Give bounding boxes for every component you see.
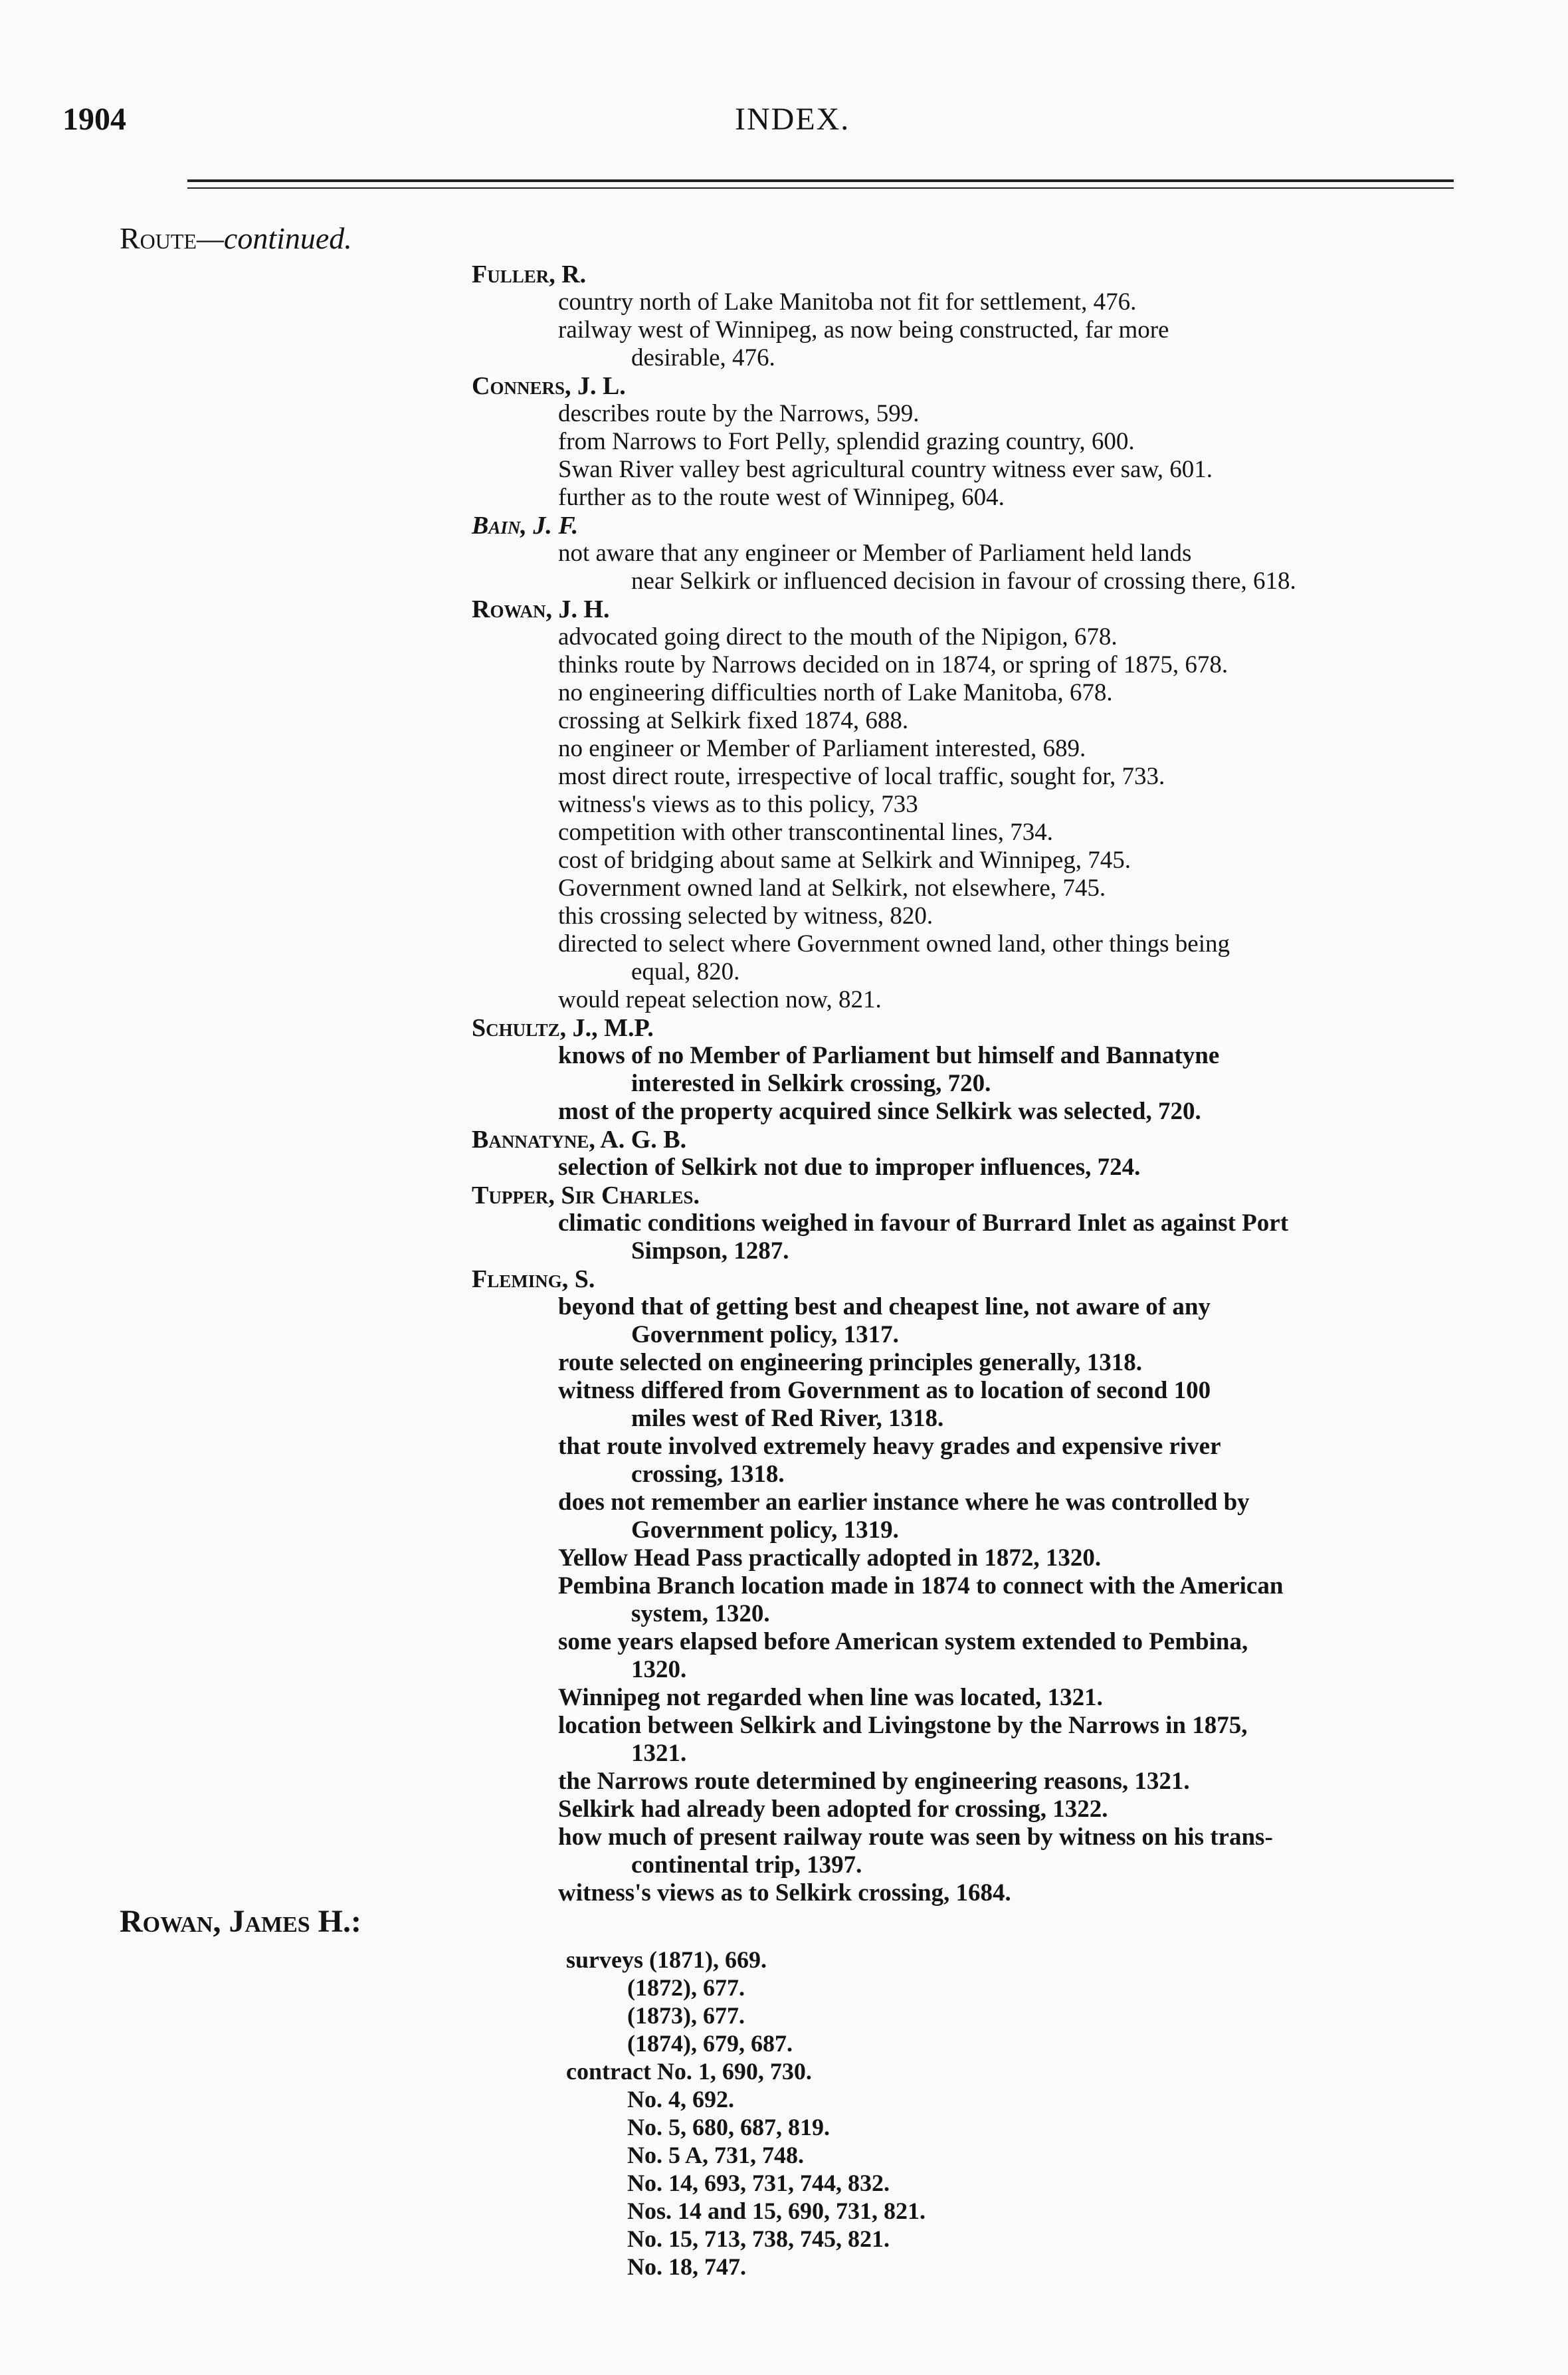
entry-name: Fuller, R. — [472, 260, 587, 288]
rowan-line: No. 14, 693, 731, 744, 832. — [627, 2170, 890, 2196]
subitem-continuation: system, 1320. — [631, 1600, 770, 1627]
subitem-line: cost of bridging about same at Selkirk and Winnipeg, 745. — [558, 847, 1131, 874]
entry-subitem — [472, 1293, 1468, 1349]
entry-subitem — [472, 1879, 1468, 1907]
entry-subitem — [472, 1712, 1468, 1768]
subitem-line: country north of Lake Manitoba not fit for settlement, 476. — [558, 288, 1137, 316]
subitem-continuation: 1321. — [631, 1740, 687, 1767]
index-entries — [472, 260, 1468, 1907]
subitem-continuation: miles west of Red River, 1318. — [631, 1405, 944, 1432]
entry-name: Tupper, Sir Charles. — [472, 1182, 700, 1209]
entry-subitem — [472, 902, 1468, 930]
rowan-line: No. 4, 692. — [627, 2086, 734, 2113]
subitem-line: Pembina Branch location made in 1874 to connect with the American — [558, 1572, 1284, 1600]
subitem-line: does not remember an earlier instance where he was controlled by — [558, 1489, 1250, 1516]
entry-subitem — [472, 540, 1468, 595]
subitem-line: from Narrows to Fort Pelly, splendid grazing country, 600. — [558, 428, 1135, 455]
subitem-line: Selkirk had already been adopted for crossing, 1322. — [558, 1796, 1108, 1823]
rowan-line: surveys (1871), 669. — [566, 1946, 767, 1973]
entry-subitem — [472, 1489, 1468, 1544]
entry-subitem — [472, 986, 1468, 1014]
entry-subitem — [472, 1768, 1468, 1796]
subitem-line: witness's views as to this policy, 733 — [558, 791, 918, 818]
subitem-continuation: Government policy, 1317. — [631, 1321, 899, 1348]
entry-name: Bain, J. F. — [472, 512, 579, 540]
subitem-line: selection of Selkirk not due to improper influences, 724. — [558, 1154, 1141, 1181]
subitem-continuation: continental trip, 1397. — [631, 1851, 862, 1879]
subitem-line: no engineering difficulties north of Lake Manitoba, 678. — [558, 679, 1113, 706]
rowan-line: (1874), 679, 687. — [627, 2030, 793, 2057]
entry-subitem — [472, 707, 1468, 735]
entry-subitem — [472, 763, 1468, 791]
entry-subitem — [472, 623, 1468, 651]
rowan-entries — [566, 1946, 1363, 2281]
entry-subitem — [472, 735, 1468, 763]
entry-name: Fleming, S. — [472, 1265, 595, 1293]
entry-subitem — [472, 1377, 1468, 1433]
header-rule-thick — [187, 179, 1454, 182]
entry-subitem — [472, 1098, 1468, 1126]
subitem-line: route selected on engineering principles generally, 1318. — [558, 1349, 1143, 1376]
rowan-heading: Rowan, James H.: — [120, 1904, 362, 1939]
subitem-continuation: equal, 820. — [631, 958, 740, 985]
entry-subitem — [472, 1572, 1468, 1628]
entry-name: Conners, J. L. — [472, 372, 626, 400]
subitem-line: some years elapsed before American system extended to Pembina, — [558, 1628, 1248, 1655]
entry-subitem — [472, 791, 1468, 819]
subitem-line: knows of no Member of Parliament but himself and Bannatyne — [558, 1042, 1220, 1069]
entry-name: Schultz, J., M.P. — [472, 1014, 654, 1042]
entry-subitem — [472, 428, 1468, 456]
subitem-continuation: crossing, 1318. — [631, 1461, 785, 1488]
subitem-line: crossing at Selkirk fixed 1874, 688. — [558, 707, 909, 734]
section-heading-continued: —continued. — [197, 221, 352, 255]
rowan-line: No. 5, 680, 687, 819. — [627, 2114, 830, 2140]
entry-subitem — [472, 1154, 1468, 1182]
entry-subitem — [472, 456, 1468, 484]
entry-subitem — [472, 1349, 1468, 1377]
page-number: 1904 — [62, 102, 126, 137]
rowan-line: No. 15, 713, 738, 745, 821. — [627, 2225, 890, 2252]
rowan-line: No. 5 A, 731, 748. — [627, 2142, 805, 2168]
entry-subitem — [472, 1544, 1468, 1572]
entry-subitem — [472, 400, 1468, 428]
entry-subitem — [472, 847, 1468, 875]
subitem-line: railway west of Winnipeg, as now being constructed, far more — [558, 316, 1169, 344]
subitem-line: would repeat selection now, 821. — [558, 986, 882, 1013]
subitem-line: thinks route by Narrows decided on in 1874, or spring of 1875, 678. — [558, 651, 1228, 678]
subitem-line: advocated going direct to the mouth of the Nipigon, 678. — [558, 623, 1118, 651]
subitem-continuation: interested in Selkirk crossing, 720. — [631, 1070, 991, 1097]
section-heading-main: Route — [120, 221, 197, 255]
rowan-line: Nos. 14 and 15, 690, 731, 821. — [627, 2198, 926, 2224]
rowan-line: contract No. 1, 690, 730. — [566, 2058, 812, 2085]
subitem-line: no engineer or Member of Parliament interested, 689. — [558, 735, 1086, 762]
subitem-line: that route involved extremely heavy grades and expensive river — [558, 1433, 1221, 1460]
entry-name: Rowan, J. H. — [472, 595, 610, 623]
entry-subitem — [472, 1684, 1468, 1712]
entry-subitem — [472, 1796, 1468, 1823]
entry-subitem — [472, 316, 1468, 372]
subitem-continuation: Simpson, 1287. — [631, 1237, 789, 1265]
entry-subitem — [472, 1628, 1468, 1684]
entry-subitem — [472, 930, 1468, 986]
entry-subitem — [472, 1042, 1468, 1098]
subitem-line: how much of present railway route was seen by witness on his trans- — [558, 1823, 1273, 1851]
subitem-line: further as to the route west of Winnipeg, 604. — [558, 484, 1005, 511]
subitem-line: directed to select where Government owned land, other things being — [558, 930, 1230, 958]
header-rule-thin — [187, 187, 1454, 189]
subitem-line: witness's views as to Selkirk crossing, 1684. — [558, 1879, 1011, 1907]
entry-subitem — [472, 288, 1468, 316]
entry-subitem — [472, 651, 1468, 679]
subitem-line: Winnipeg not regarded when line was located, 1321. — [558, 1684, 1103, 1711]
entry-subitem — [472, 484, 1468, 512]
subitem-line: most of the property acquired since Selkirk was selected, 720. — [558, 1098, 1201, 1125]
rowan-line: (1872), 677. — [627, 1974, 745, 2001]
entry-subitem — [472, 1823, 1468, 1879]
rowan-line: No. 18, 747. — [627, 2253, 746, 2280]
subitem-line: this crossing selected by witness, 820. — [558, 902, 933, 930]
subitem-continuation: near Selkirk or influenced decision in favour of crossing there, 618. — [631, 568, 1296, 595]
subitem-line: most direct route, irrespective of local traffic, sought for, 733. — [558, 763, 1165, 790]
subitem-line: witness differed from Government as to location of second 100 — [558, 1377, 1211, 1404]
subitem-line: the Narrows route determined by engineering reasons, 1321. — [558, 1768, 1190, 1795]
subitem-line: not aware that any engineer or Member of Parliament held lands — [558, 540, 1192, 567]
subitem-line: location between Selkirk and Livingstone by the Narrows in 1875, — [558, 1712, 1248, 1739]
subitem-line: Yellow Head Pass practically adopted in 1872, 1320. — [558, 1544, 1102, 1572]
entry-subitem — [472, 875, 1468, 902]
entry-name: Bannatyne, A. G. B. — [472, 1126, 687, 1154]
rowan-line: (1873), 677. — [627, 2002, 745, 2029]
subitem-line: climatic conditions weighed in favour of Burrard Inlet as against Port — [558, 1209, 1289, 1237]
subitem-line: describes route by the Narrows, 599. — [558, 400, 920, 427]
entry-subitem — [472, 1209, 1468, 1265]
subitem-continuation: 1320. — [631, 1656, 687, 1683]
subitem-line: Swan River valley best agricultural country witness ever saw, 601. — [558, 456, 1213, 483]
subitem-continuation: desirable, 476. — [631, 344, 775, 371]
subitem-line: competition with other transcontinental lines, 734. — [558, 819, 1053, 846]
entry-subitem — [472, 819, 1468, 847]
entry-subitem — [472, 1433, 1468, 1489]
entry-subitem — [472, 679, 1468, 707]
subitem-line: beyond that of getting best and cheapest line, not aware of any — [558, 1293, 1211, 1320]
subitem-line: Government owned land at Selkirk, not elsewhere, 745. — [558, 875, 1106, 902]
running-head: INDEX. — [735, 102, 850, 137]
subitem-continuation: Government policy, 1319. — [631, 1516, 899, 1544]
section-heading — [120, 221, 352, 256]
